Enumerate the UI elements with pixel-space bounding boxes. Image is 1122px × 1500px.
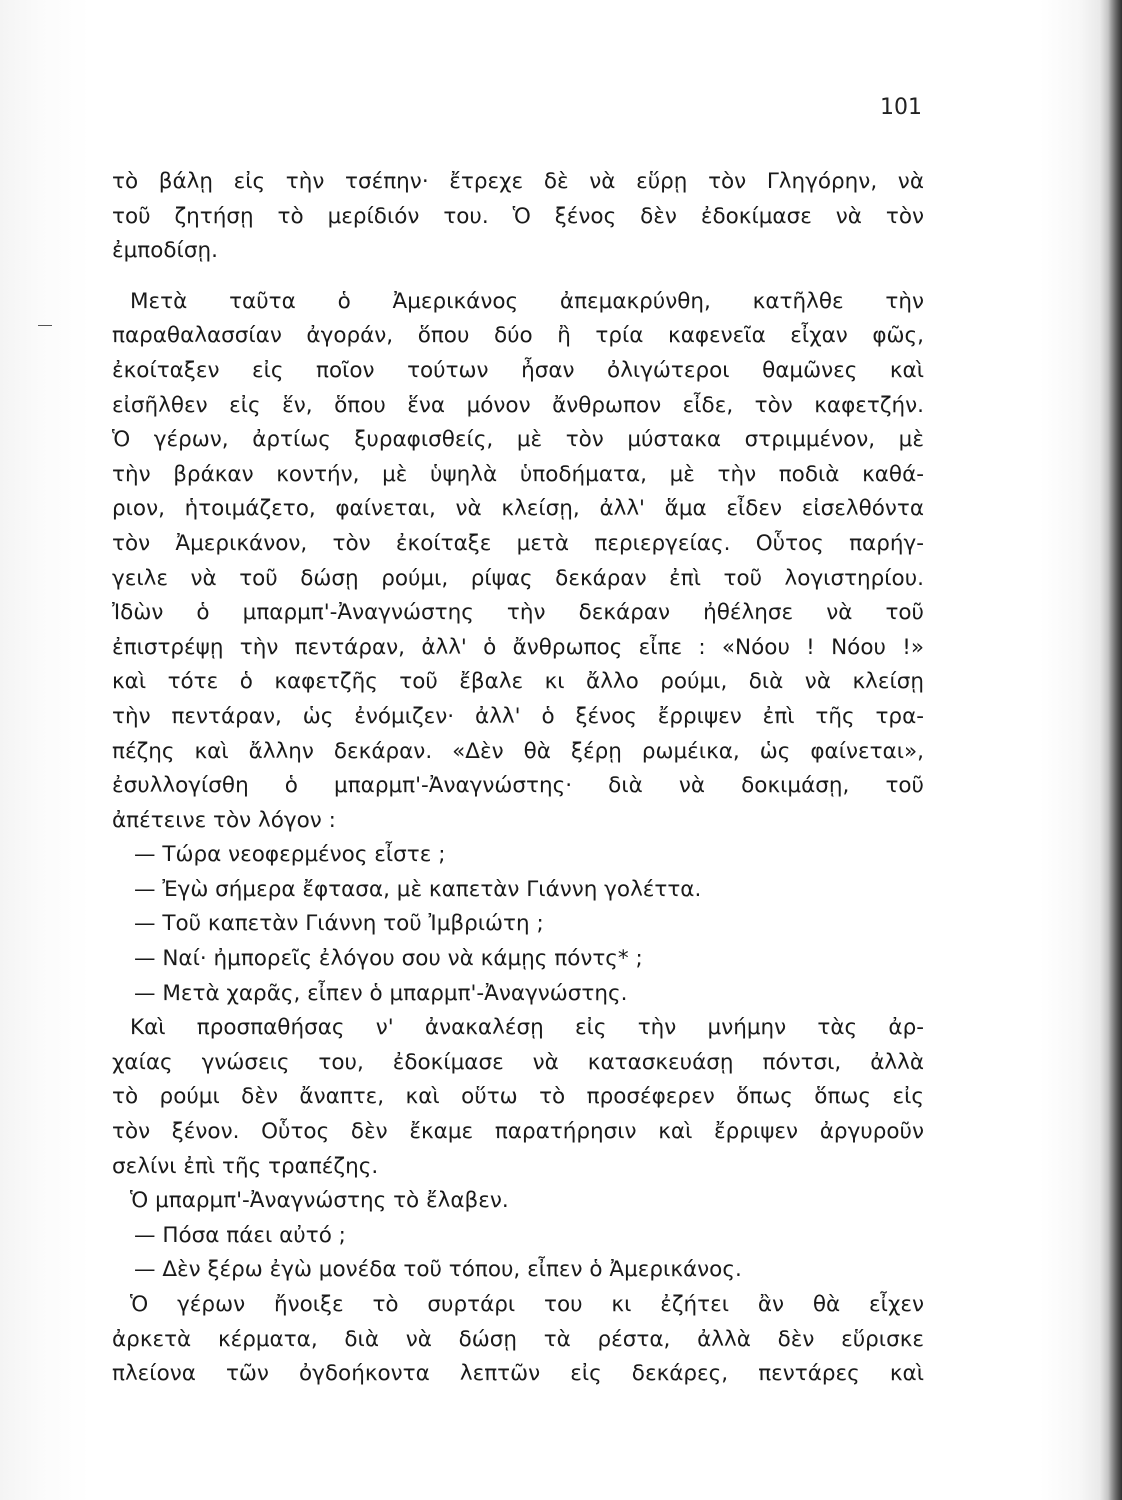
dialogue-line: — Τοῦ καπετὰν Γιάννη τοῦ Ἰμβριώτη ; — [134, 911, 544, 937]
text-line: καὶ τότε ὁ καφετζῆς τοῦ ἔβαλε κι ἄλλο ρούμι, διὰ νὰ κλείσῃ — [112, 669, 924, 695]
text-line: σελίνι ἐπὶ τῆς τραπέζης. — [112, 1153, 379, 1179]
text-line: Μετὰ ταῦτα ὁ Ἀμερικάνος ἀπεμακρύνθη, κατῆλθε τὴν — [130, 288, 924, 314]
text-line: ἐκοίταξεν εἰς ποῖον τούτων ἦσαν ὀλιγώτεροι θαμῶνες καὶ — [112, 357, 924, 383]
text-line: τὸ ρούμι δὲν ἄναπτε, καὶ οὕτω τὸ προσέφερεν ὅπως ὅπως εἰς — [112, 1084, 924, 1110]
dialogue-line: — Ναί· ἠμπορεῖς ἐλόγου σου νὰ κάμῃς πόντς* ; — [134, 946, 643, 972]
text-line: πλείονα τῶν ὀγδοήκοντα λεπτῶν εἰς δεκάρες, πεντάρες καὶ — [112, 1361, 924, 1387]
text-line: παραθαλασσίαν ἀγοράν, ὅπου δύο ἢ τρία καφενεῖα εἶχαν φῶς, — [112, 323, 924, 349]
text-line: ἐσυλλογίσθη ὁ μπαρμπ'-Ἀναγνώστης· διὰ νὰ δοκιμάσῃ, τοῦ — [112, 773, 924, 799]
text-line: γειλε νὰ τοῦ δώσῃ ρούμι, ρίψας δεκάραν ἐπὶ τοῦ λογιστηρίου. — [112, 565, 924, 591]
dialogue-line: — Δὲν ξέρω ἐγὼ μονέδα τοῦ τόπου, εἶπεν ὁ Ἀμερικάνος. — [134, 1257, 742, 1283]
text-line: τὸν Ἀμερικάνον, τὸν ἐκοίταξε μετὰ περιεργείας. Οὗτος παρήγ- — [112, 530, 924, 556]
text-line: ριον, ἡτοιμάζετο, φαίνεται, νὰ κλείσῃ, ἀλλ' ἅμα εἶδεν εἰσελθόντα — [112, 496, 924, 522]
text-line: εἰσῆλθεν εἰς ἕν, ὅπου ἕνα μόνον ἄνθρωπον εἶδε, τὸν καφετζήν. — [112, 392, 924, 418]
text-line: Ἰδὼν ὁ μπαρμπ'-Ἀναγνώστης τὴν δεκάραν ἠθέλησε νὰ τοῦ — [112, 600, 924, 626]
dialogue-line: — Μετὰ χαρᾶς, εἶπεν ὁ μπαρμπ'-Ἀναγνώστης. — [134, 980, 628, 1006]
text-line: τὴν πεντάραν, ὡς ἐνόμιζεν· ἀλλ' ὁ ξένος ἔρριψεν ἐπὶ τῆς τρα- — [112, 703, 924, 729]
text-line: Ὁ γέρων ἤνοιξε τὸ συρτάρι του κι ἐζήτει ἂν θὰ εἶχεν — [130, 1292, 924, 1317]
text-line: τοῦ ζητήσῃ τὸ μερίδιόν του. Ὁ ξένος δὲν ἐδοκίμασε νὰ τὸν — [112, 203, 924, 229]
text-line: τὸ βάλῃ εἰς τὴν τσέπην· ἔτρεχε δὲ νὰ εὕρῃ τὸν Γληγόρην, νὰ — [112, 169, 924, 194]
text-line: χαίας γνώσεις του, ἐδοκίμασε νὰ κατασκευάσῃ πόντσι, ἀλλὰ — [112, 1049, 924, 1075]
dialogue-line: — Ἐγὼ σήμερα ἔφτασα, μὲ καπετὰν Γιάννη γολέττα. — [134, 876, 702, 902]
text-line: ἀπέτεινε τὸν λόγον : — [112, 807, 336, 833]
text-line: πέζης καὶ ἄλλην δεκάραν. «Δὲν θὰ ξέρῃ ρωμέικα, ὡς φαίνεται», — [112, 738, 924, 764]
text-line: Καὶ προσπαθήσας ν' ἀνακαλέσῃ εἰς τὴν μνήμην τὰς ἀρ- — [130, 1015, 924, 1041]
text-line: Ὁ μπαρμπ'-Ἀναγνώστης τὸ ἔλαβεν. — [130, 1188, 509, 1214]
dialogue-line: — Τώρα νεοφερμένος εἶστε ; — [134, 842, 446, 868]
page-number: 101 — [880, 95, 922, 120]
text-line: τὸν ξένον. Οὗτος δὲν ἔκαμε παρατήρησιν καὶ ἔρριψεν ἀργυροῦν — [112, 1119, 924, 1145]
margin-mark — [38, 325, 52, 326]
text-line: ἐπιστρέψῃ τὴν πεντάραν, ἀλλ' ὁ ἄνθρωπος εἶπε : «Νόου ! Νόου !» — [112, 634, 924, 660]
text-line: τὴν βράκαν κοντήν, μὲ ὑψηλὰ ὑποδήματα, μὲ τὴν ποδιὰ καθά- — [112, 461, 924, 487]
text-line: ἀρκετὰ κέρματα, διὰ νὰ δώσῃ τὰ ρέστα, ἀλλὰ δὲν εὕρισκε — [112, 1326, 924, 1352]
body-text — [112, 165, 924, 1392]
binding-shadow — [1108, 0, 1122, 1500]
dialogue-line: — Πόσα πάει αὐτό ; — [134, 1222, 346, 1248]
text-line: ἐμποδίσῃ. — [112, 238, 218, 264]
text-line: Ὁ γέρων, ἀρτίως ξυραφισθείς, μὲ τὸν μύστακα στριμμένον, μὲ — [112, 427, 924, 453]
